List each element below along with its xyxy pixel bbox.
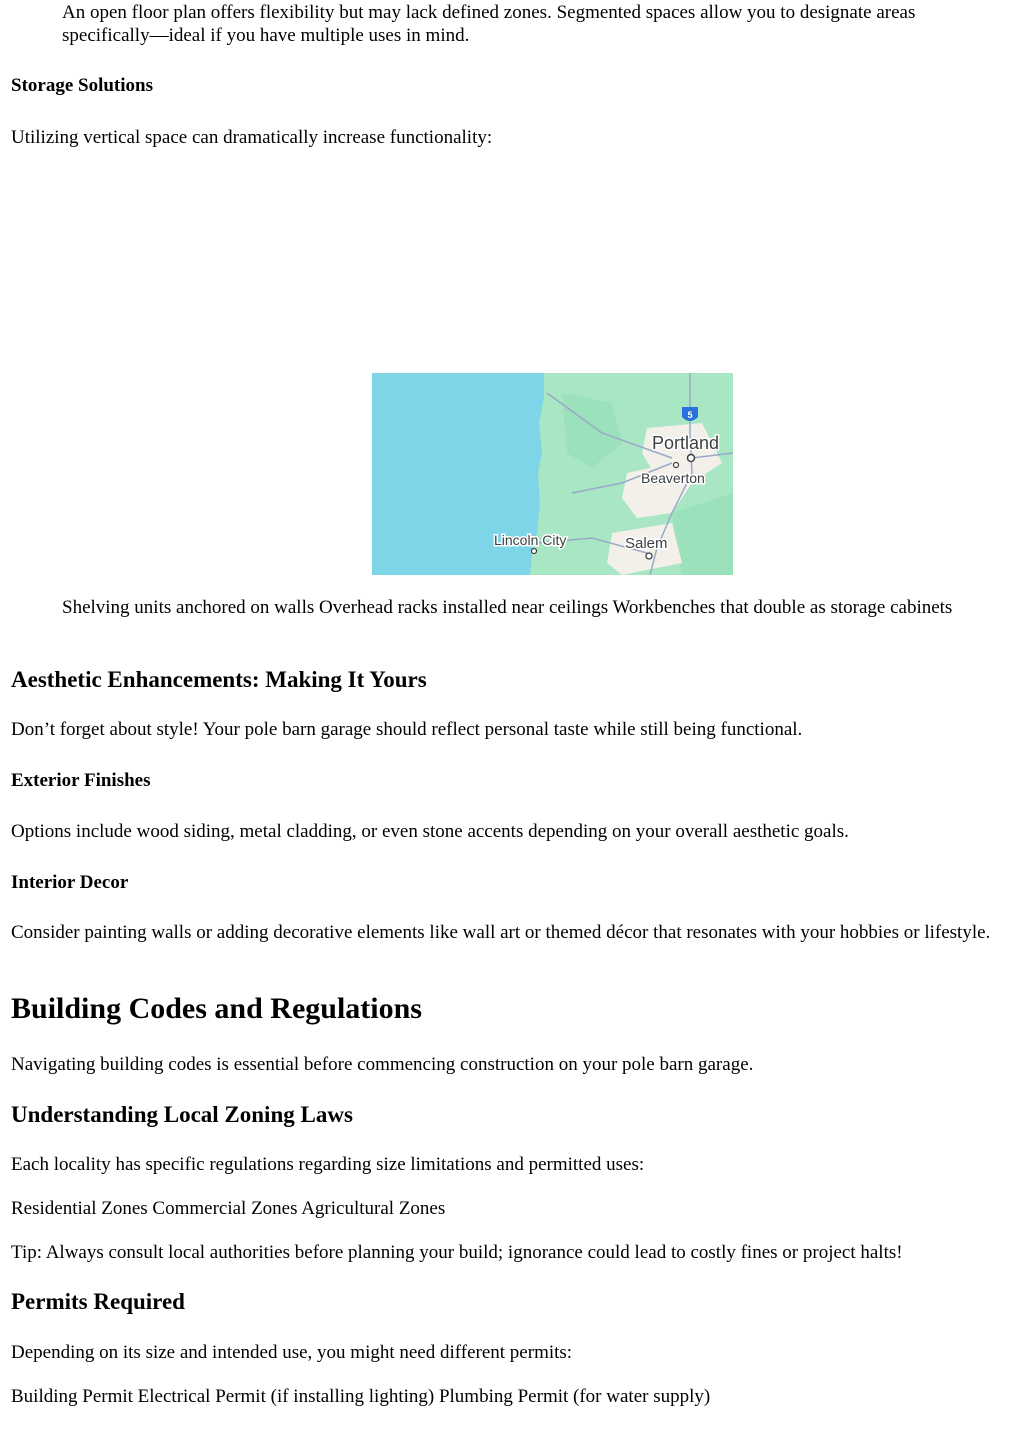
floor-plan-paragraph: An open floor plan offers flexibility but may lack defined zones. Segmented spaces allow you to designate areas specifically—ideal if you have multiple uses in mind. [62, 2, 916, 46]
map-label-portland: Portland [652, 433, 720, 453]
exterior-paragraph: Options include wood siding, metal cladding, or even stone accents depending on your overall aesthetic goals. [11, 821, 849, 842]
tip-paragraph: Tip: Always consult local authorities before planning your build; ignorance could lead to costly fines or project halts! [11, 1242, 903, 1263]
permits-paragraph: Depending on its size and intended use, you might need different permits: [11, 1342, 573, 1363]
map-marker-beaverton [674, 463, 679, 468]
map-image [372, 373, 733, 575]
zoning-heading: Understanding Local Zoning Laws [11, 1102, 353, 1127]
map-graphic [372, 373, 733, 575]
zoning-list: Residential Zones Commercial Zones Agricultural Zones [11, 1198, 446, 1219]
storage-solutions-heading: Storage Solutions [11, 75, 153, 96]
storage-list: Shelving units anchored on walls Overhead racks installed near ceilings Workbenches that double as storage cabinets [62, 597, 953, 618]
map-marker-portland [688, 455, 695, 462]
building-codes-heading: Building Codes and Regulations [11, 992, 422, 1025]
interior-decor-heading: Interior Decor [11, 872, 129, 893]
building-codes-paragraph: Navigating building codes is essential before commencing construction on your pole barn garage. [11, 1054, 754, 1075]
permits-heading: Permits Required [11, 1289, 185, 1314]
map-marker-salem [646, 553, 652, 559]
interior-paragraph: Consider painting walls or adding decorative elements like wall art or themed décor that resonates with your hobbies or lifestyle. [11, 922, 991, 943]
map-label-lincoln-city: Lincoln City [494, 532, 567, 548]
highway-number: 5 [687, 410, 693, 420]
permits-list: Building Permit Electrical Permit (if installing lighting) Plumbing Permit (for water supply) [11, 1386, 711, 1407]
aesthetic-heading: Aesthetic Enhancements: Making It Yours [11, 667, 427, 692]
storage-paragraph: Utilizing vertical space can dramatically increase functionality: [11, 127, 493, 148]
map-highway-shield [682, 407, 698, 421]
aesthetic-paragraph: Don’t forget about style! Your pole barn garage should reflect personal taste while still being functional. [11, 719, 803, 740]
map-label-salem: Salem [625, 535, 668, 552]
map-label-beaverton: Beaverton [641, 470, 705, 486]
map-marker-lincoln-city [532, 549, 537, 554]
zoning-paragraph: Each locality has specific regulations regarding size limitations and permitted uses: [11, 1154, 645, 1175]
exterior-finishes-heading: Exterior Finishes [11, 770, 151, 791]
